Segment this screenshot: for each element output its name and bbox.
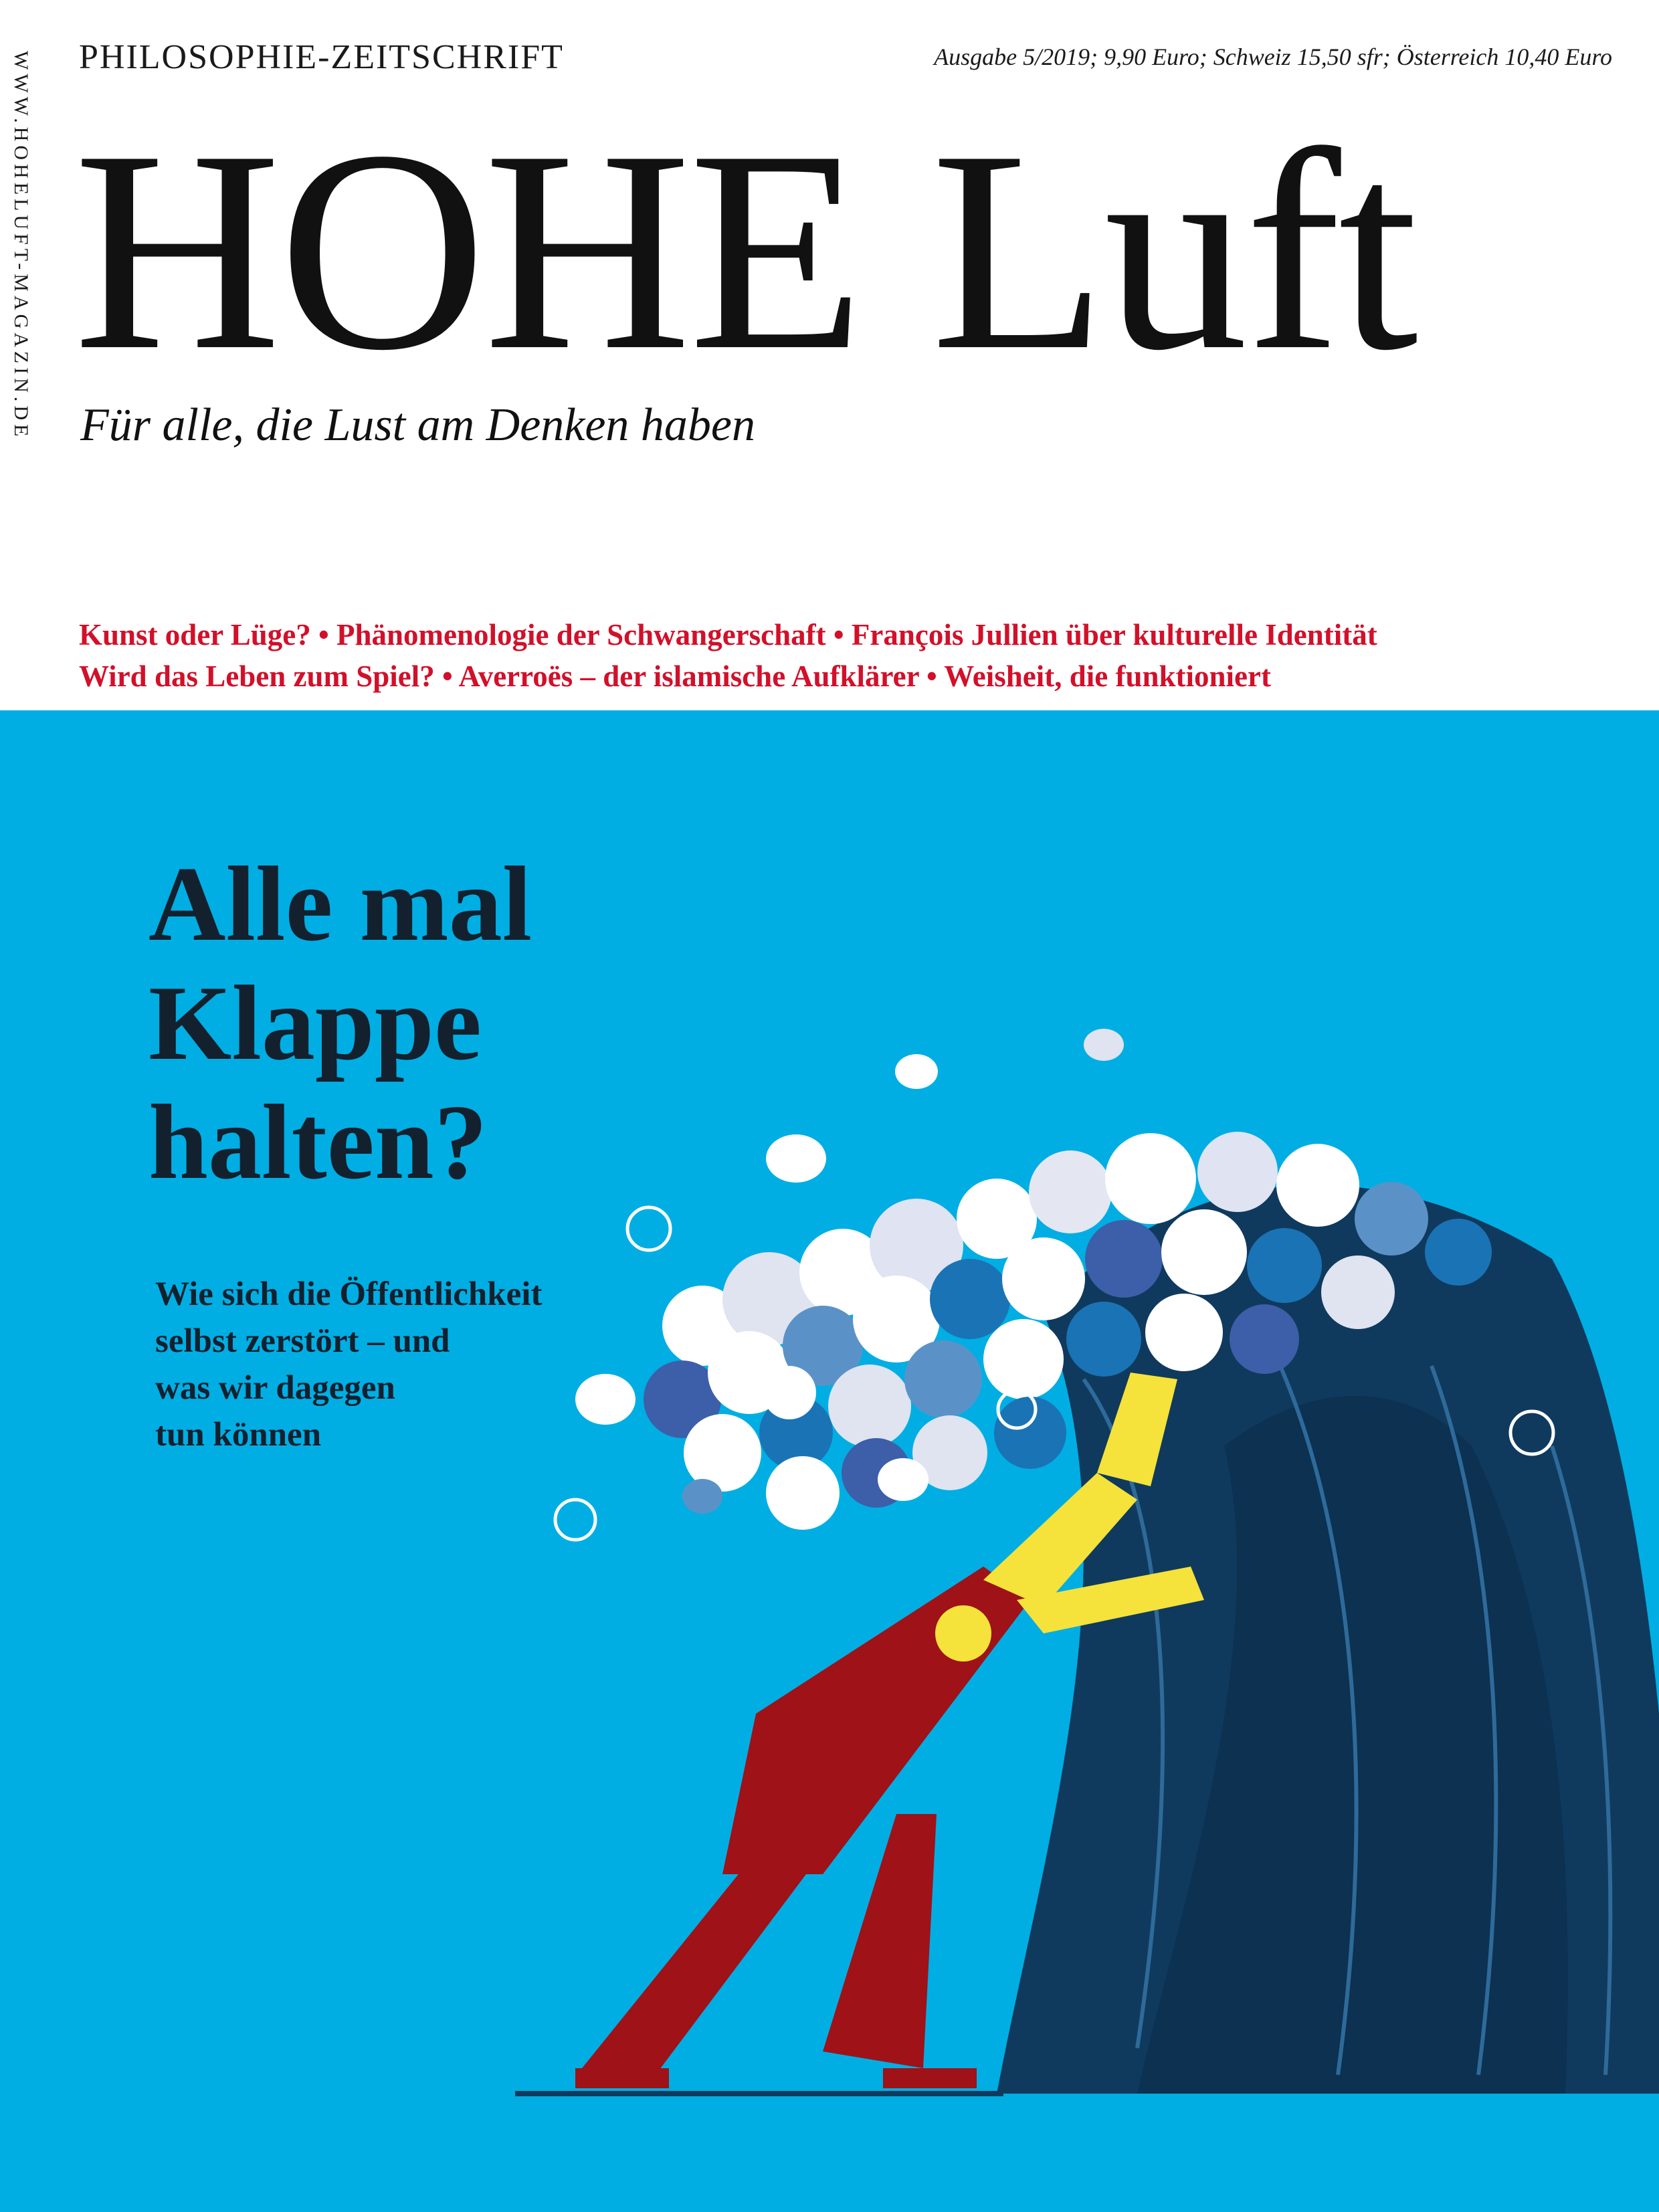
issue-info: Ausgabe 5/2019; 9,90 Euro; Schweiz 15,50 sfr; Österreich 10,40 Euro bbox=[934, 43, 1612, 70]
teaser-list bbox=[79, 614, 1638, 697]
website-url: WWW.HOHELUFT-MAGAZIN.DE bbox=[10, 51, 32, 441]
cover-subhead bbox=[155, 1271, 542, 1458]
tagline: Für alle, die Lust am Denken haben bbox=[80, 399, 755, 451]
subhead-line-1: Wie sich die Öffentlichkeit bbox=[155, 1276, 543, 1313]
teaser-line-2: Wird das Leben zum Spiel? • Averroës – der islamische Aufklärer • Weisheit, die funktioniert bbox=[79, 660, 1271, 693]
subhead-line-2: selbst zerstört – und bbox=[155, 1322, 450, 1360]
cover-headline bbox=[149, 844, 532, 1201]
kicker: PHILOSOPHIE-ZEITSCHRIFT bbox=[79, 38, 564, 76]
headline-line-3: halten? bbox=[149, 1082, 488, 1201]
masthead-logo: HOHE Luft bbox=[74, 92, 1416, 410]
subhead-line-3: was wir dagegen bbox=[155, 1369, 395, 1407]
teaser-line-1: Kunst oder Lüge? • Phänomenologie der Schwangerschaft • François Jullien über kulturelle Identität bbox=[79, 618, 1377, 651]
subhead-line-4: tun können bbox=[155, 1416, 322, 1453]
headline-line-2: Klappe bbox=[149, 963, 482, 1082]
header-area bbox=[0, 0, 1659, 710]
headline-line-1: Alle mal bbox=[149, 844, 532, 963]
